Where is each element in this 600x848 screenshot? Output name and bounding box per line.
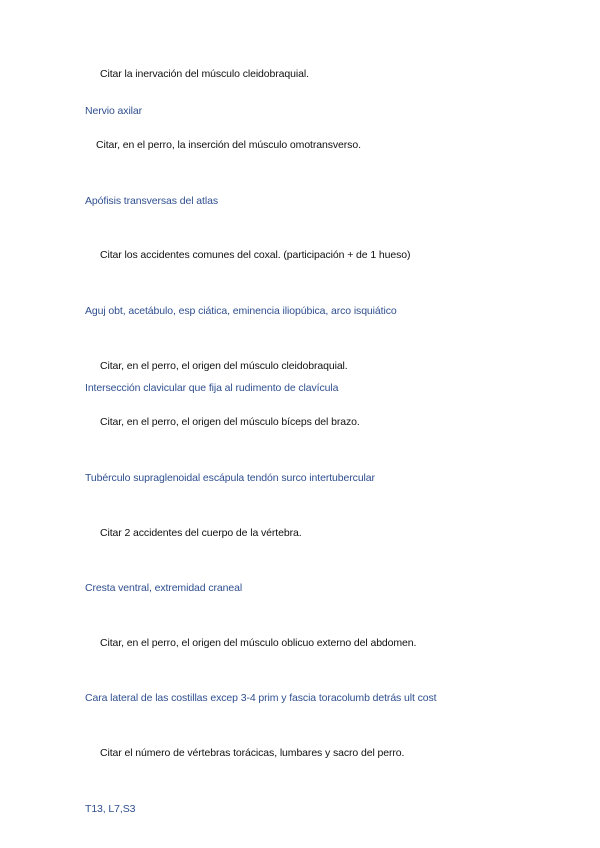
question-8: Citar el número de vértebras torácicas, lumbares y sacro del perro. [100,747,405,759]
question-2: Citar, en el perro, la inserción del músculo omotransverso. [96,139,361,151]
question-4: Citar, en el perro, el origen del músculo cleidobraquial. [100,360,348,372]
answer-2: Apófisis transversas del atlas [85,195,218,207]
question-7: Citar, en el perro, el origen del músculo oblicuo externo del abdomen. [100,637,417,649]
question-3: Citar los accidentes comunes del coxal. (participación + de 1 hueso) [100,249,411,261]
answer-6: Cresta ventral, extremidad craneal [85,582,243,594]
question-5: Citar, en el perro, el origen del músculo bíceps del brazo. [100,416,360,428]
answer-3: Aguj obt, acetábulo, esp ciática, eminencia iliopúbica, arco isquiático [85,305,397,317]
answer-1: Nervio axilar [85,105,143,117]
question-1: Citar la inervación del músculo cleidobraquial. [100,68,309,80]
answer-8: T13, L7,S3 [85,803,136,815]
answer-5: Tubérculo supraglenoidal escápula tendón surco intertubercular [85,472,375,484]
question-6: Citar 2 accidentes del cuerpo de la vértebra. [100,527,302,539]
answer-4: Intersección clavicular que fija al rudimento de clavícula [85,382,339,394]
answer-7: Cara lateral de las costillas excep 3-4 prim y fascia toracolumb detrás ult cost [85,692,437,704]
